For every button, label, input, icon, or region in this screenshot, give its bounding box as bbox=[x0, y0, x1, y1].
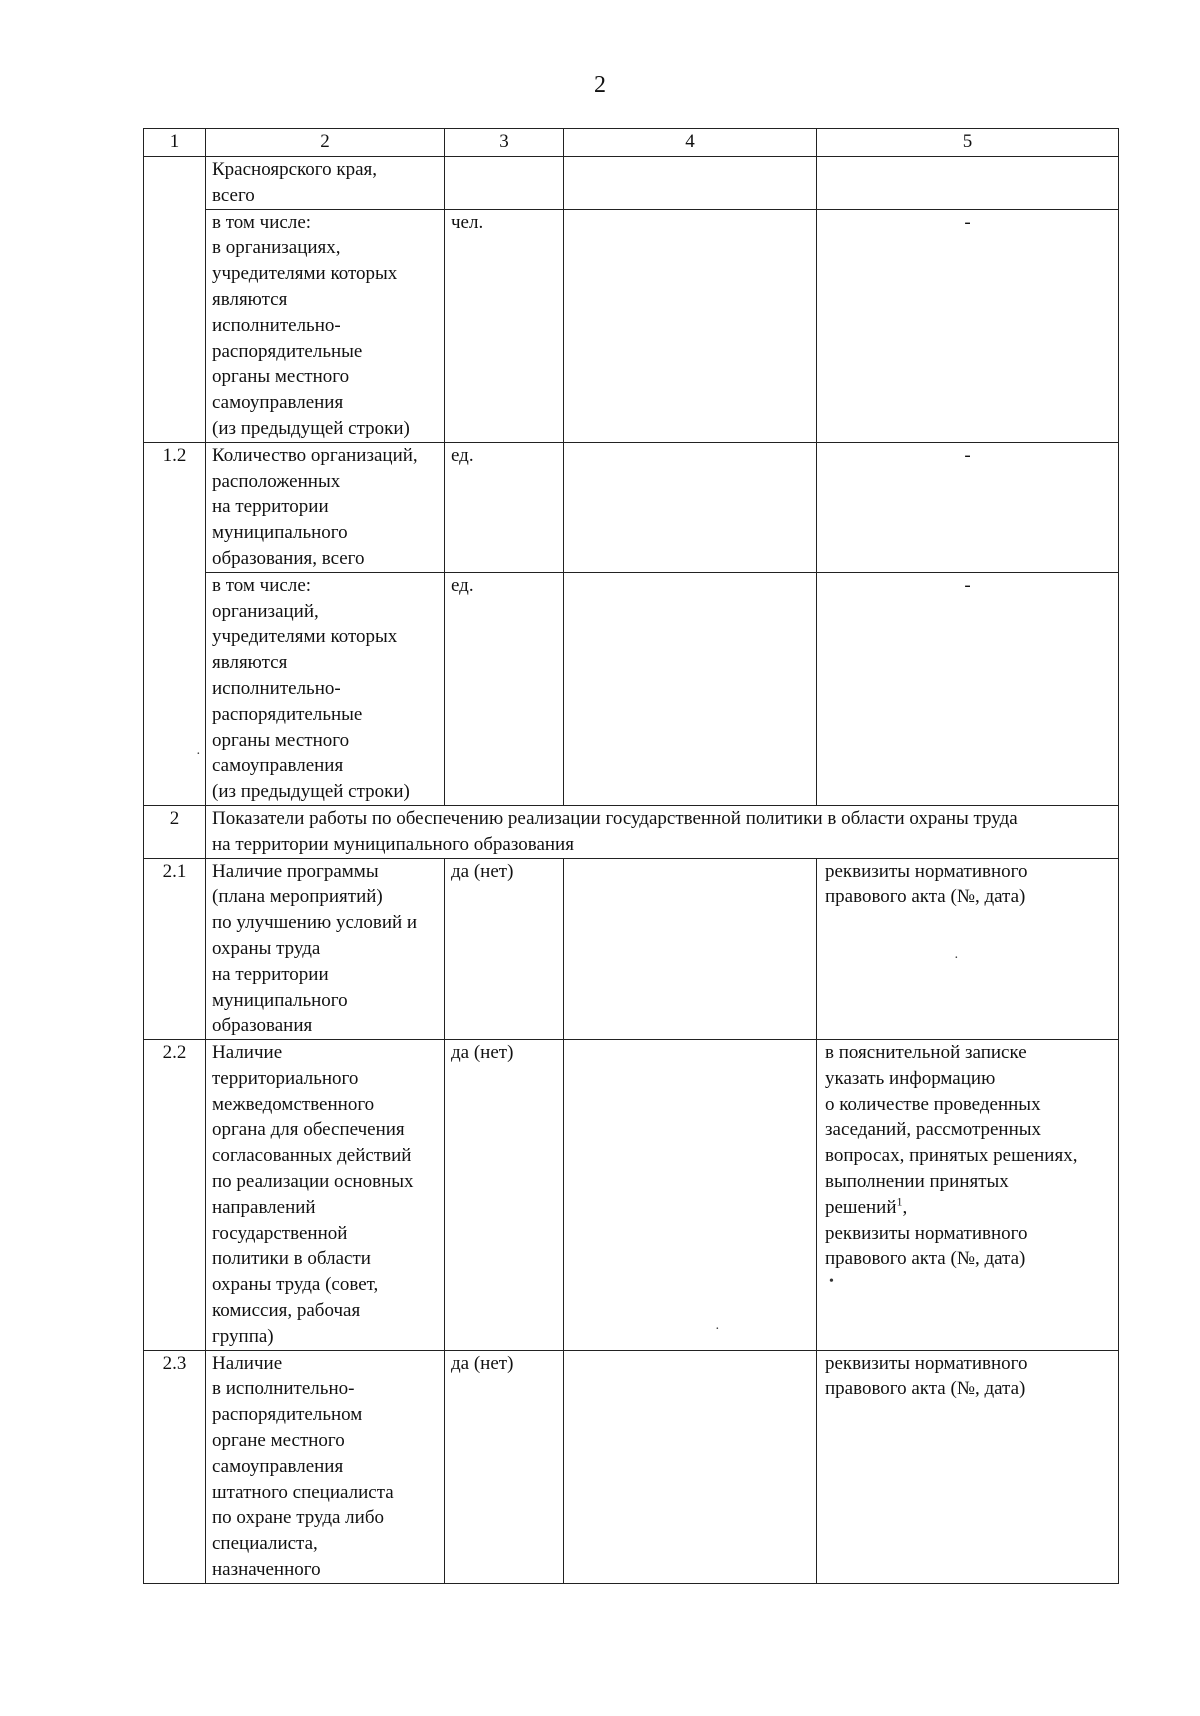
row-number: 2 bbox=[144, 805, 206, 858]
table-header-row bbox=[144, 129, 1119, 157]
row-indicator: в том числе: организаций, учредителями которых являются исполнительно- распорядительные органы местного самоуправления (из предыдущей строки) bbox=[206, 572, 445, 805]
note-text-continued: , реквизиты нормативного правового акта (№, дата) bbox=[825, 1196, 1028, 1270]
table-row bbox=[144, 858, 1119, 1040]
table-row bbox=[144, 442, 1119, 572]
row-value bbox=[564, 1350, 817, 1583]
row-number bbox=[144, 157, 206, 210]
row-note bbox=[817, 1040, 1119, 1351]
row-number: 2.2 bbox=[144, 1040, 206, 1351]
row-unit bbox=[445, 157, 564, 210]
table-row bbox=[144, 1040, 1119, 1351]
row-note: - bbox=[817, 572, 1119, 805]
header-cell-1: 1 bbox=[144, 129, 206, 157]
scan-speck: · bbox=[715, 1322, 720, 1337]
row-note bbox=[817, 157, 1119, 210]
row-indicator: в том числе: в организациях, учредителями которых являются исполнительно- распорядительные органы местного самоуправления (из предыдущей строки) bbox=[206, 209, 445, 442]
row-note: реквизиты нормативного правового акта (№, дата) bbox=[817, 1350, 1119, 1583]
header-cell-5: 5 bbox=[817, 129, 1119, 157]
header-cell-2: 2 bbox=[206, 129, 445, 157]
row-value bbox=[564, 1040, 817, 1351]
section-row bbox=[144, 805, 1119, 858]
row-number: 1.2 bbox=[144, 442, 206, 572]
header-cell-3: 3 bbox=[445, 129, 564, 157]
row-indicator: Красноярского края, всего bbox=[206, 157, 445, 210]
row-unit: да (нет) bbox=[445, 1350, 564, 1583]
header-cell-4: 4 bbox=[564, 129, 817, 157]
table-row bbox=[144, 157, 1119, 210]
row-value bbox=[564, 442, 817, 572]
row-value bbox=[564, 572, 817, 805]
row-unit: ед. bbox=[445, 442, 564, 572]
row-indicator: Количество организаций, расположенных на территории муниципального образования, всего bbox=[206, 442, 445, 572]
row-value bbox=[564, 157, 817, 210]
row-unit: ед. bbox=[445, 572, 564, 805]
row-note: - bbox=[817, 442, 1119, 572]
row-unit: чел. bbox=[445, 209, 564, 442]
scan-speck: · bbox=[196, 747, 201, 762]
row-unit: да (нет) bbox=[445, 858, 564, 1040]
scan-speck: • bbox=[829, 1274, 834, 1289]
row-value bbox=[564, 209, 817, 442]
table-row bbox=[144, 572, 1119, 805]
row-note: - bbox=[817, 209, 1119, 442]
row-value bbox=[564, 858, 817, 1040]
section-title: Показатели работы по обеспечению реализации государственной политики в области охраны труда на территории муниципального образования bbox=[206, 805, 1119, 858]
page-number: 2 bbox=[594, 72, 606, 98]
row-number bbox=[144, 572, 206, 805]
indicators-table bbox=[143, 128, 1119, 1584]
scan-speck: · bbox=[954, 951, 959, 966]
row-number: 2.1 bbox=[144, 858, 206, 1040]
table-row bbox=[144, 209, 1119, 442]
row-note: реквизиты нормативного правового акта (№, дата) bbox=[817, 858, 1119, 1040]
note-text: в пояснительной записке указать информацию о количестве проведенных заседаний, рассмотренных вопросах, принятых решениях, выполнении принятых решений bbox=[825, 1042, 1078, 1218]
table-row bbox=[144, 1350, 1119, 1583]
row-indicator: Наличие в исполнительно- распорядительном органе местного самоуправления штатного специалиста по охране труда либо специалиста, назначенного bbox=[206, 1350, 445, 1583]
footnote-marker: 1 bbox=[896, 1194, 903, 1209]
row-indicator: Наличие программы (плана мероприятий) по улучшению условий и охраны труда на территории муниципального образования bbox=[206, 858, 445, 1040]
row-indicator: Наличие территориального межведомственного органа для обеспечения согласованных действий по реализации основных направлений государственной политики в области охраны труда (совет, комиссия, рабочая группа) bbox=[206, 1040, 445, 1351]
row-number: 2.3 bbox=[144, 1350, 206, 1583]
row-unit: да (нет) bbox=[445, 1040, 564, 1351]
row-number bbox=[144, 209, 206, 442]
